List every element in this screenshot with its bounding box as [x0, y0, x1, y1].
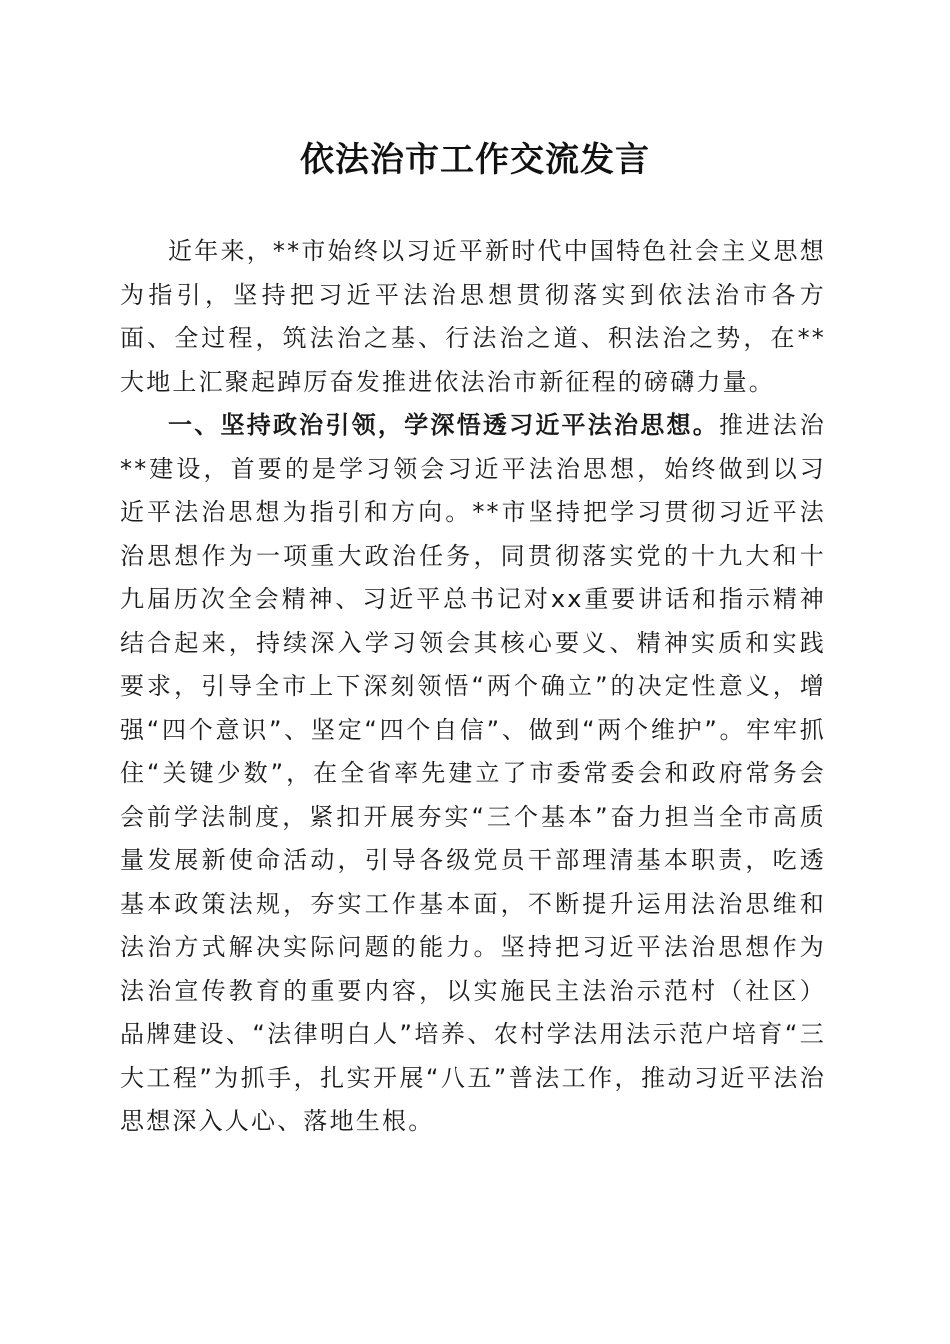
section-one-text: 推进法治**建设，首要的是学习领会习近平法治思想，始终做到以习近平法治思想为指引和方向。**市坚持把学习贯彻习近平法治思想作为一项重大政治任务，同贯彻落实党的十九大和十九届历次全会精神、习近平总书记对xx重要讲话和指示精神结合起来，持续深入学习领会其核心要义、精神实质和实践要求，引导全市上下深刻领悟“两个确立”的决定性意义，增强“四个意识”、坚定“四个自信”、做到“两个维护”。牢牢抓住“关键少数”，在全省率先建立了市委常委会和政府常务会会前学法制度，紧扣开展夯实“三个基本”奋力担当全市高质量发展新使命活动，引导各级党员干部理清基本职责，吃透基本政策法规，夯实工作基本面，不断提升运用法治思维和法治方式解决实际问题的能力。坚持把习近平法治思想作为法治宣传教育的重要内容，以实施民主法治示范村（社区）品牌建设、“法律明白人”培养、农村学法用法示范户培育“三大工程”为抓手，扎实开展“八五”普法工作，推动习近平法治思想深入人心、落地生根。 [120, 411, 826, 1135]
section-one-heading: 一、坚持政治引领，学深悟透习近平法治思想。 [168, 411, 719, 439]
document-title: 依法治市工作交流发言 [300, 140, 650, 180]
document-body [120, 230, 826, 1144]
paragraph-section-one [120, 404, 826, 1144]
paragraph-intro [120, 230, 826, 404]
paragraph-intro-text: 近年来，**市始终以习近平新时代中国特色社会主义思想为指引，坚持把习近平法治思想贯彻落实到依法治市各方面、全过程，筑法治之基、行法治之道、积法治之势，在**大地上汇聚起踔厉奋发推进依法治市新征程的磅礴力量。 [120, 237, 826, 396]
